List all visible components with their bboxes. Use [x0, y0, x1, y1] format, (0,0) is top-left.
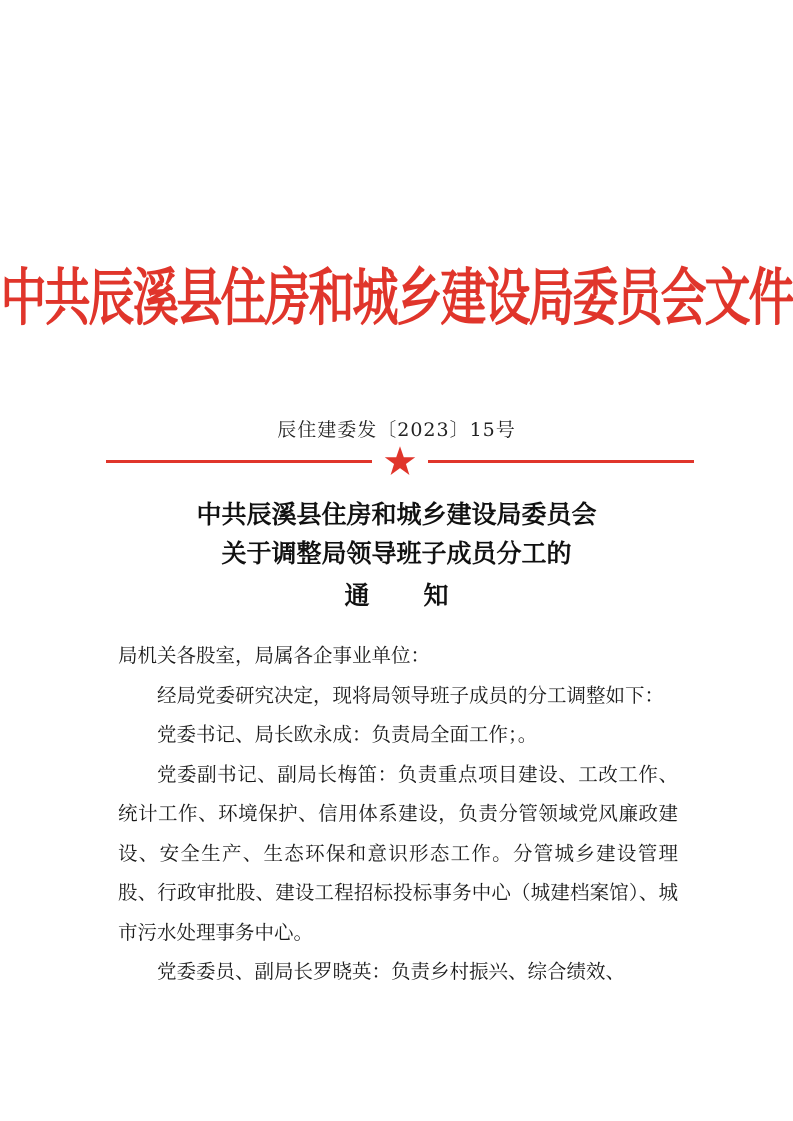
masthead-title: 中共辰溪县住房和城乡建设局委员会文件 [0, 260, 793, 334]
notice-title-char-1: 通 [344, 581, 370, 610]
paragraph-deputy-secretary: 党委副书记、副局长梅笛：负责重点项目建设、工改工作、统计工作、环境保护、信用体系建设，负责分管领域党风廉政建设、安全生产、生态环保和意识形态工作。分管城乡建设管理股、行政审批股、建设工程招标投标事务中心（城建档案馆）、城市污水处理事务中心。 [118, 762, 678, 944]
salutation: 局机关各股室，局属各企事业单位： [118, 644, 431, 667]
document-number: 辰住建委发〔2023〕15号 [277, 419, 516, 441]
separator-line-left [106, 460, 372, 463]
notice-body [118, 636, 678, 992]
intro-paragraph: 经局党委研究决定，现将局领导班子成员的分工调整如下： [157, 683, 665, 707]
red-separator [106, 448, 694, 478]
paragraph-committee-member: 党委委员、副局长罗晓英：负责乡村振兴、综合绩效、 [157, 960, 626, 983]
red-star-icon [384, 445, 416, 477]
notice-title-line-3 [0, 576, 793, 612]
notice-title-char-2: 知 [423, 581, 449, 610]
notice-title-line-2: 关于调整局领导班子成员分工的 [221, 539, 572, 568]
notice-title-line-1: 中共辰溪县住房和城乡建设局委员会 [196, 500, 597, 529]
paragraph-secretary: 党委书记、局长欧永成：负责局全面工作；。 [157, 723, 538, 746]
separator-line-right [428, 460, 694, 463]
